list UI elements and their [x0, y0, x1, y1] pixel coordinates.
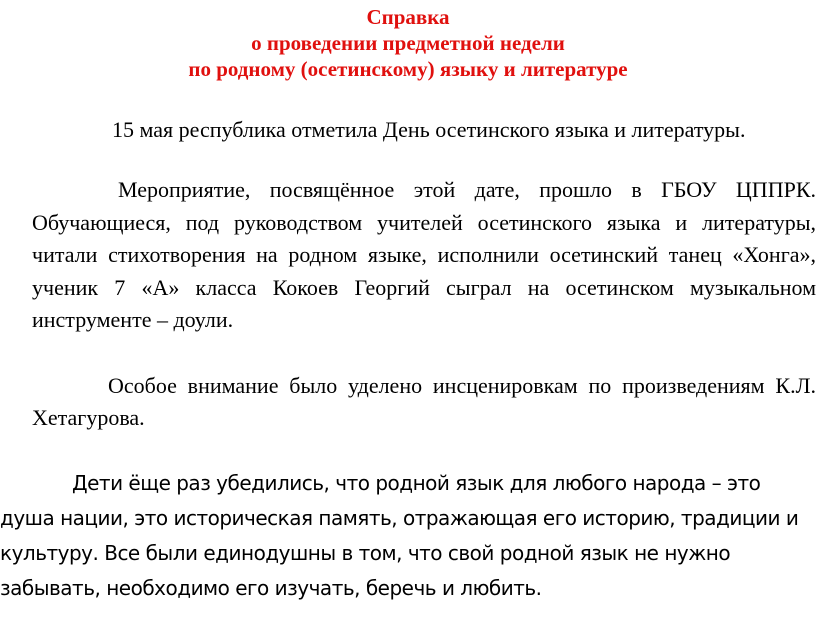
paragraph-holiday: 15 мая республика отметила День осетинского языка и литературы.: [112, 117, 746, 142]
document-subtitle-line-1: о проведении предметной недели: [251, 31, 565, 55]
document-title: Справка: [366, 5, 450, 29]
paragraph-staging: Особое внимание было уделено инсценировкам по произведениям К.Л. Хетагурова.: [32, 373, 816, 430]
document-subtitle-line-2: по родному (осетинскому) языку и литературе: [188, 57, 628, 81]
document-header: [0, 4, 816, 82]
paragraph-event-description: Мероприятие, посвящённое этой дате, прошло в ГБОУ ЦППРК. Обучающиеся, под руководством учителей осетинского языка и литературы, читали стихотворения на родном языке, исполнили осетинский танец «Хонга», ученик 7 «А» класса Кокоев Георгий сыграл на осетинском музыкальном инструменте – доули.: [32, 177, 816, 332]
paragraph-conclusion: Дети ёще раз убедились, что родной язык для любого народа – это душа нации, это историческая память, отражающая его историю, традиции и культуру. Все были единодушны в том, что свой родной язык не нужно забывать, необходимо его изучать, беречь и любить.: [0, 471, 799, 600]
